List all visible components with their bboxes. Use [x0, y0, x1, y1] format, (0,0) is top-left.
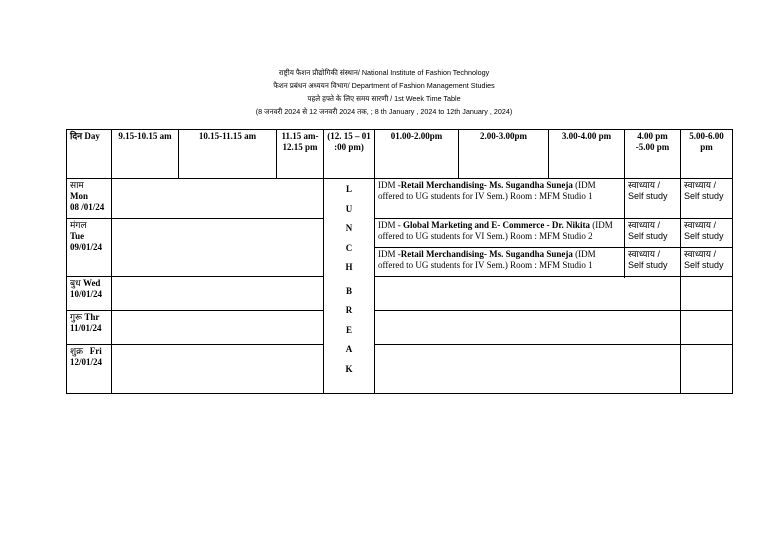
- empty-cell: [112, 345, 324, 394]
- col-header-slot-6: 2.00-3.00pm: [459, 130, 549, 179]
- date-range: (8 जनवरी 2024 से 12 जनवरी 2024 तक, ; 8 th January , 2024 to 12th January , 2024): [255, 107, 513, 116]
- col-header-slot-1: 9.15-10.15 am: [112, 130, 179, 179]
- timetable-title: पहले हफ्ते के लिए समय सारणी / 1st Week Time Table: [307, 94, 461, 103]
- day-cell-wed: बुध Wed 10/01/24: [67, 277, 112, 311]
- day-cell-mon: साम Mon 08 /01/24: [67, 179, 112, 219]
- empty-cell: [375, 311, 681, 345]
- table-row: [67, 345, 733, 394]
- self-study-cell: स्वाध्याय / Self study: [681, 179, 733, 219]
- day-cell-thr: गुरू Thr 11/01/24: [67, 311, 112, 345]
- empty-cell: [112, 179, 324, 219]
- self-study-cell: स्वाध्याय / Self study: [625, 219, 681, 248]
- course-cell-tue-2: IDM -Retail Merchandising- Ms. Sugandha Suneja (IDM offered to UG students for IV Sem.) Room : MFM Studio 1: [375, 248, 625, 277]
- col-header-slot-2: 10.15-11.15 am: [179, 130, 277, 179]
- col-header-slot-5: 01.00-2.00pm: [375, 130, 459, 179]
- table-row: [67, 311, 733, 345]
- empty-cell: [112, 219, 324, 277]
- timetable-header: [0, 66, 768, 118]
- timetable: [66, 129, 733, 394]
- col-header-slot-8: 4.00 pm -5.00 pm: [625, 130, 681, 179]
- course-cell-mon: IDM -Retail Merchandising- Ms. Sugandha Suneja (IDM offered to UG students for IV Sem.) Room : MFM Studio 1: [375, 179, 625, 219]
- day-cell-tue: मंगल Tue 09/01/24: [67, 219, 112, 277]
- empty-cell: [375, 277, 681, 311]
- course-cell-tue: IDM - Global Marketing and E- Commerce - Dr. Nikita (IDM offered to UG students for VI Sem.) Room : MFM Studio 2: [375, 219, 625, 248]
- self-study-cell: स्वाध्याय / Self study: [681, 248, 733, 277]
- col-header-slot-9: 5.00-6.00 pm: [681, 130, 733, 179]
- col-header-slot-3: 11.15 am-12.15 pm: [277, 130, 324, 179]
- self-study-cell: स्वाध्याय / Self study: [625, 248, 681, 277]
- empty-cell: [112, 311, 324, 345]
- table-row: [67, 179, 733, 219]
- empty-cell: [112, 277, 324, 311]
- empty-cell: [375, 345, 681, 394]
- day-cell-fri: शुक्र Fri 12/01/24: [67, 345, 112, 394]
- col-header-slot-7: 3.00-4.00 pm: [549, 130, 625, 179]
- empty-cell: [681, 345, 733, 394]
- empty-cell: [681, 311, 733, 345]
- department-name: फैशन प्रबंधन अध्ययन विभाग/ Department of Fashion Management Studies: [273, 81, 495, 90]
- empty-cell: [681, 277, 733, 311]
- col-header-day: दिन Day: [67, 130, 112, 179]
- institute-name: राष्ट्रीय फैशन प्रौद्योगिकी संस्थान/ National Institute of Fashion Technology: [278, 68, 490, 77]
- lunch-break-column: L U N C H B R E A K: [324, 179, 375, 394]
- table-row: [67, 277, 733, 311]
- col-header-lunch: (12. 15 – 01 :00 pm): [324, 130, 375, 179]
- header-row: [67, 130, 733, 179]
- self-study-cell: स्वाध्याय / Self study: [625, 179, 681, 219]
- self-study-cell: स्वाध्याय / Self study: [681, 219, 733, 248]
